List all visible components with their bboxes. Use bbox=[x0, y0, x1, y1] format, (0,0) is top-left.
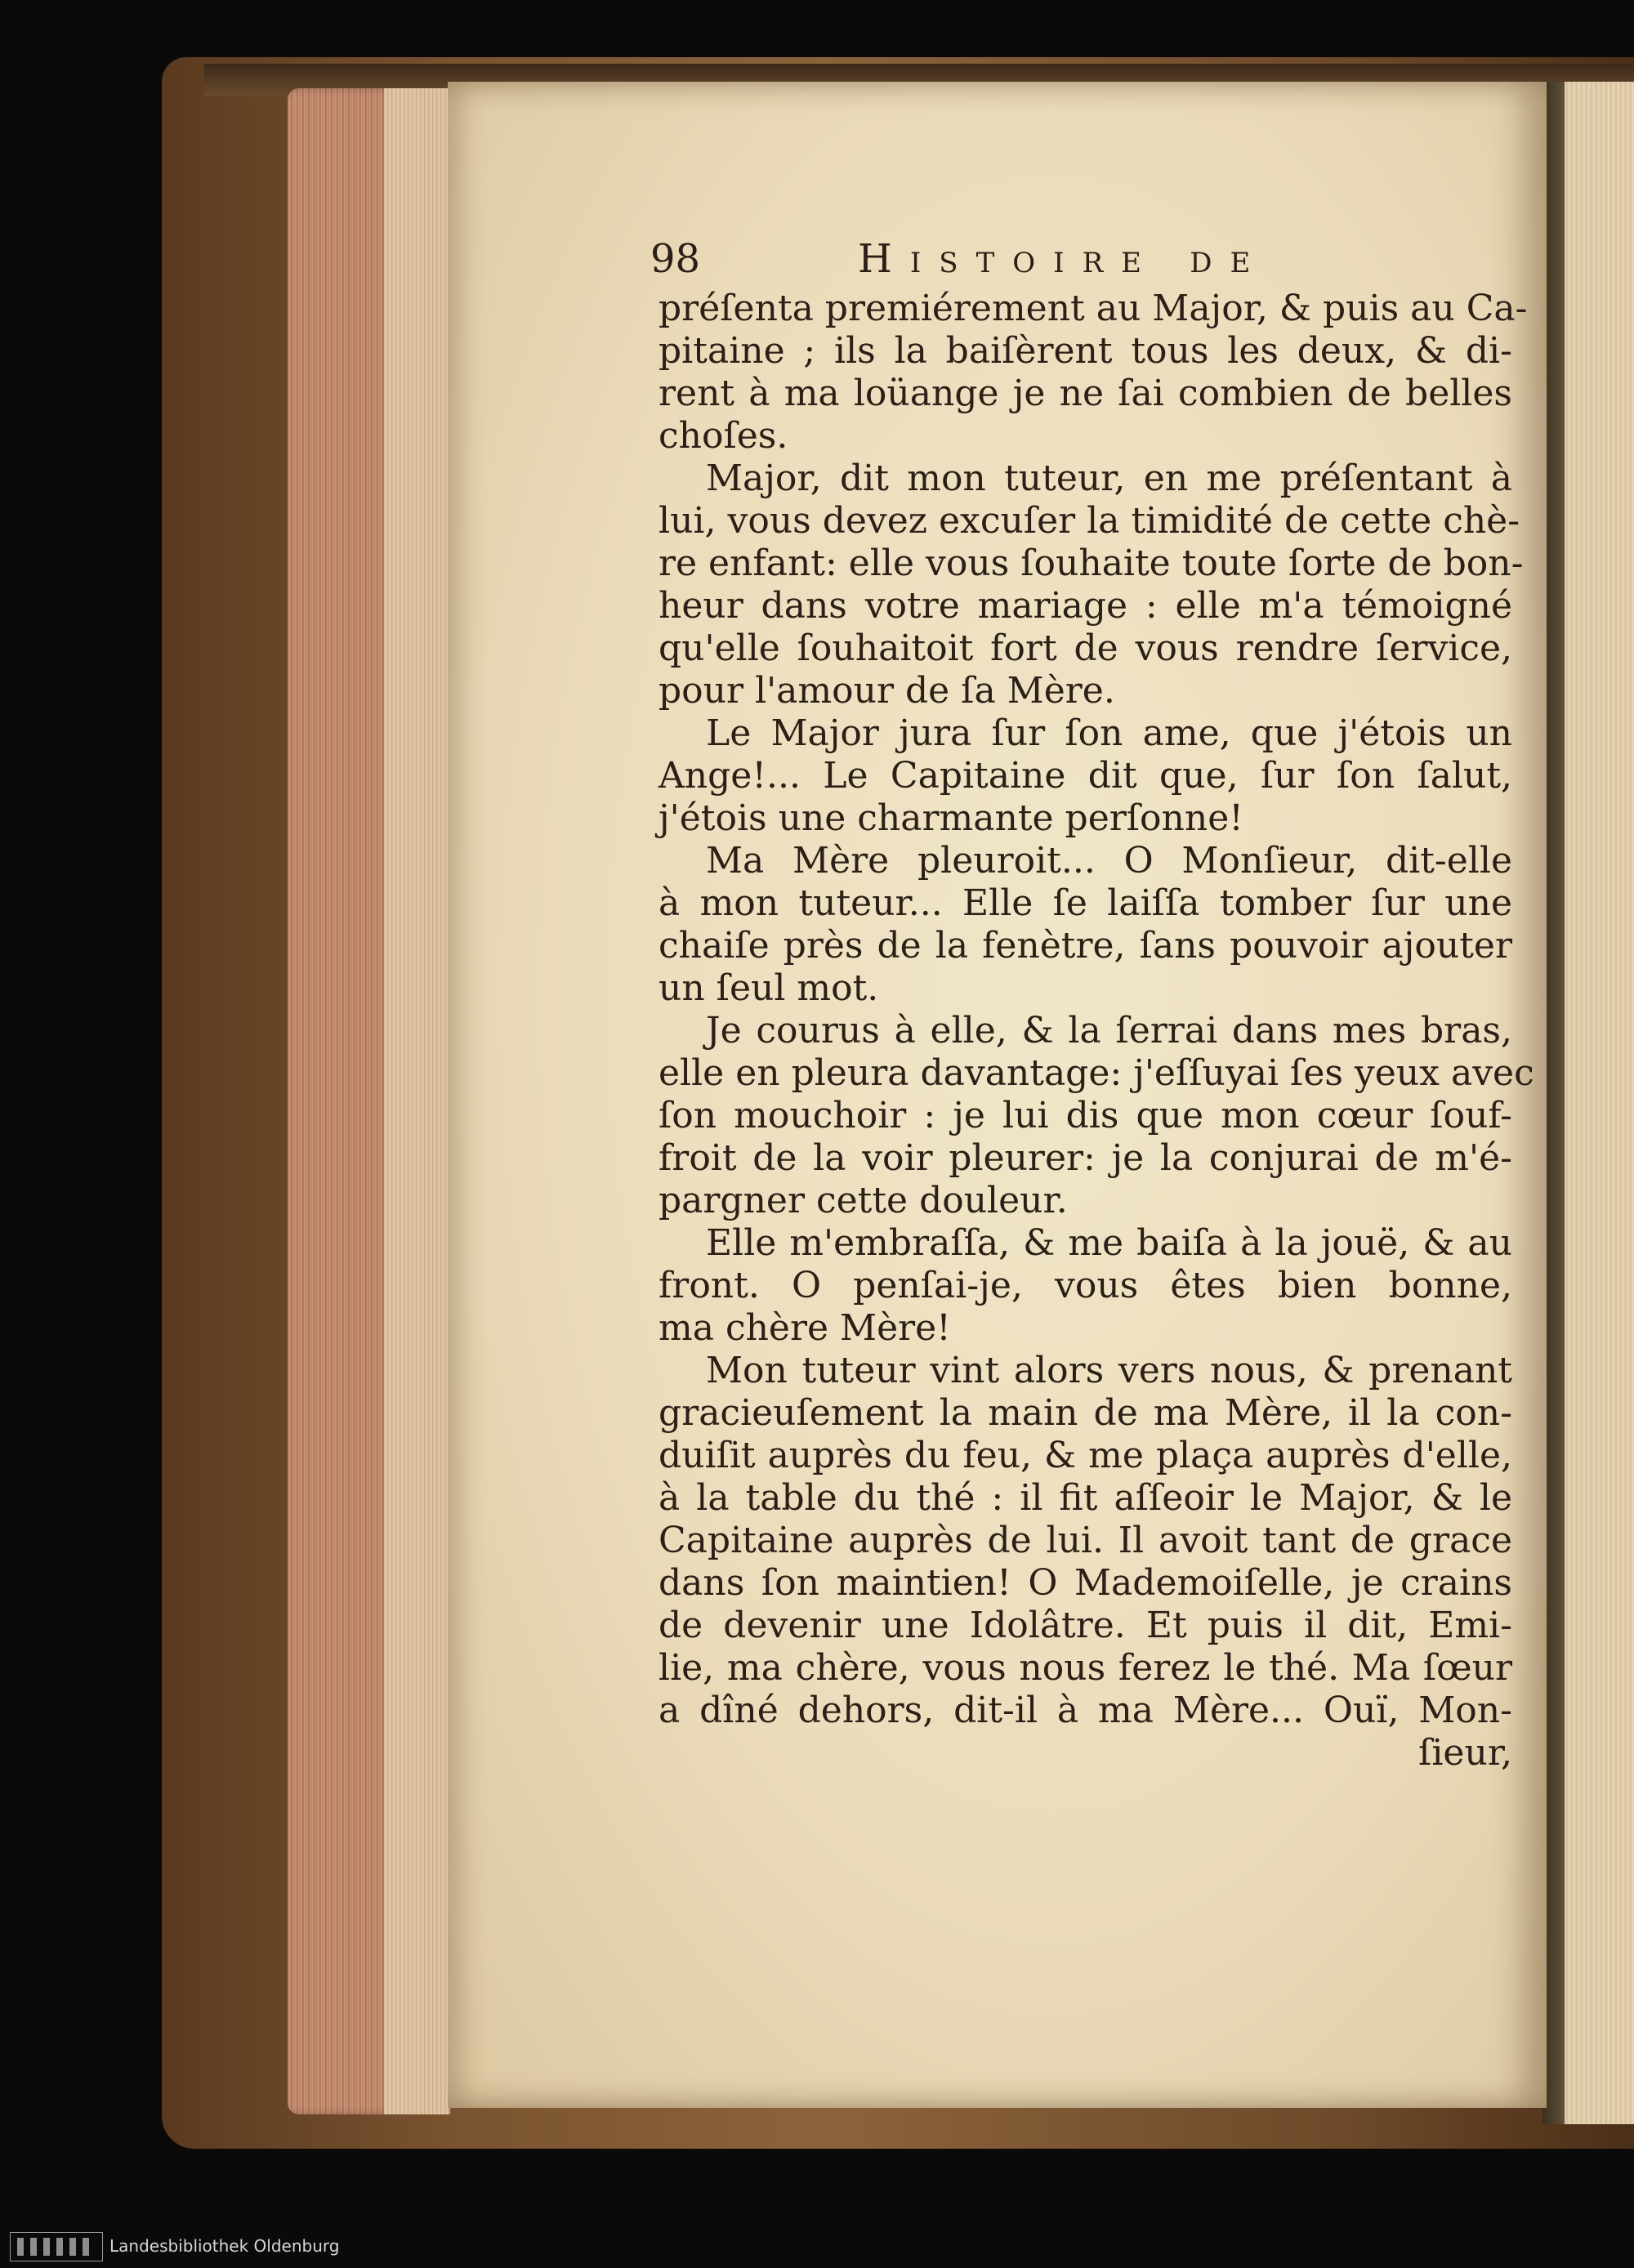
text-line: heur dans votre mariage : elle m'a témoigné bbox=[659, 585, 1512, 627]
text-line: elle en pleura davantage: j'eſſuyai ſes yeux avec bbox=[659, 1052, 1534, 1094]
page-edges-inner bbox=[384, 88, 449, 2114]
text-line: préſenta premiérement au Major, & puis au Ca- bbox=[659, 288, 1528, 329]
running-head: Histoire de bbox=[858, 236, 1269, 282]
text-line: Le Major jura ſur ſon ame, que j'étois un bbox=[706, 712, 1512, 754]
text-line: Capitaine auprès de lui. Il avoit tant de grace bbox=[659, 1520, 1512, 1561]
text-line: un ſeul mot. bbox=[659, 967, 879, 1009]
text-line: Mon tuteur vint alors vers nous, & prenant bbox=[706, 1350, 1512, 1391]
text-line: Ma Mère pleuroit... O Monſieur, dit-elle bbox=[706, 840, 1512, 882]
text-line: Ange!... Le Capitaine dit que, ſur ſon ſalut, bbox=[659, 755, 1512, 797]
catchword: ſieur, bbox=[1418, 1732, 1512, 1774]
body-text bbox=[659, 288, 1534, 1775]
text-line: qu'elle ſouhaitoit fort de vous rendre ſervice, bbox=[659, 627, 1512, 669]
text-line: Je courus à elle, & la ſerrai dans mes bras, bbox=[706, 1010, 1512, 1051]
text-line: lui, vous devez excuſer la timidité de cette chè- bbox=[659, 500, 1520, 542]
text-line: pour l'amour de ſa Mère. bbox=[659, 670, 1115, 712]
footer-bar bbox=[0, 2224, 1634, 2268]
text-line: a dîné dehors, dit-il à ma Mère... Ouï, Mon- bbox=[659, 1690, 1512, 1731]
text-line: pargner cette douleur. bbox=[659, 1180, 1068, 1221]
text-line: ſon mouchoir : je lui dis que mon cœur ſouf- bbox=[659, 1095, 1512, 1136]
text-line: rent à ma loüange je ne ſai combien de belles bbox=[659, 373, 1512, 414]
text-line: gracieuſement la main de ma Mère, il la con- bbox=[659, 1392, 1512, 1434]
text-line: lie, ma chère, vous nous ferez le thé. Ma ſœur bbox=[659, 1647, 1512, 1689]
text-line: froit de la voir pleurer: je la conjurai de m'é- bbox=[659, 1137, 1512, 1179]
page-header bbox=[650, 230, 1500, 288]
text-line: à mon tuteur... Elle ſe laiſſa tomber ſur une bbox=[659, 882, 1512, 924]
text-line: dans ſon maintien! O Mademoiſelle, je crains bbox=[659, 1562, 1512, 1604]
text-line: chaiſe près de la fenètre, ſans pouvoir ajouter bbox=[659, 925, 1512, 967]
text-line: re enfant: elle vous ſouhaite toute ſorte de bon- bbox=[659, 542, 1524, 584]
text-line: duiſit auprès du feu, & me plaça auprès d'elle, bbox=[659, 1435, 1512, 1476]
text-line: choſes. bbox=[659, 415, 788, 457]
text-line: front. O penſai-je, vous êtes bien bonne, bbox=[659, 1265, 1512, 1306]
page-edges-right bbox=[1565, 82, 1634, 2124]
library-name: Landesbibliothek Oldenburg bbox=[109, 2236, 340, 2256]
library-logo-icon bbox=[10, 2232, 103, 2261]
text-line: pitaine ; ils la baiſèrent tous les deux, & di- bbox=[659, 330, 1512, 372]
text-line: à la table du thé : il fit aſſeoir le Major, & le bbox=[659, 1477, 1512, 1519]
text-line: ma chère Mère! bbox=[659, 1307, 951, 1349]
page-number: 98 bbox=[650, 236, 701, 282]
text-line: Elle m'embraſſa, & me baiſa à la jouë, & au bbox=[706, 1222, 1512, 1264]
text-line: de devenir une Idolâtre. Et puis il dit, Emi- bbox=[659, 1605, 1512, 1646]
text-line: Major, dit mon tuteur, en me préſentant à bbox=[706, 458, 1512, 499]
text-line: j'étois une charmante perſonne! bbox=[659, 797, 1243, 839]
